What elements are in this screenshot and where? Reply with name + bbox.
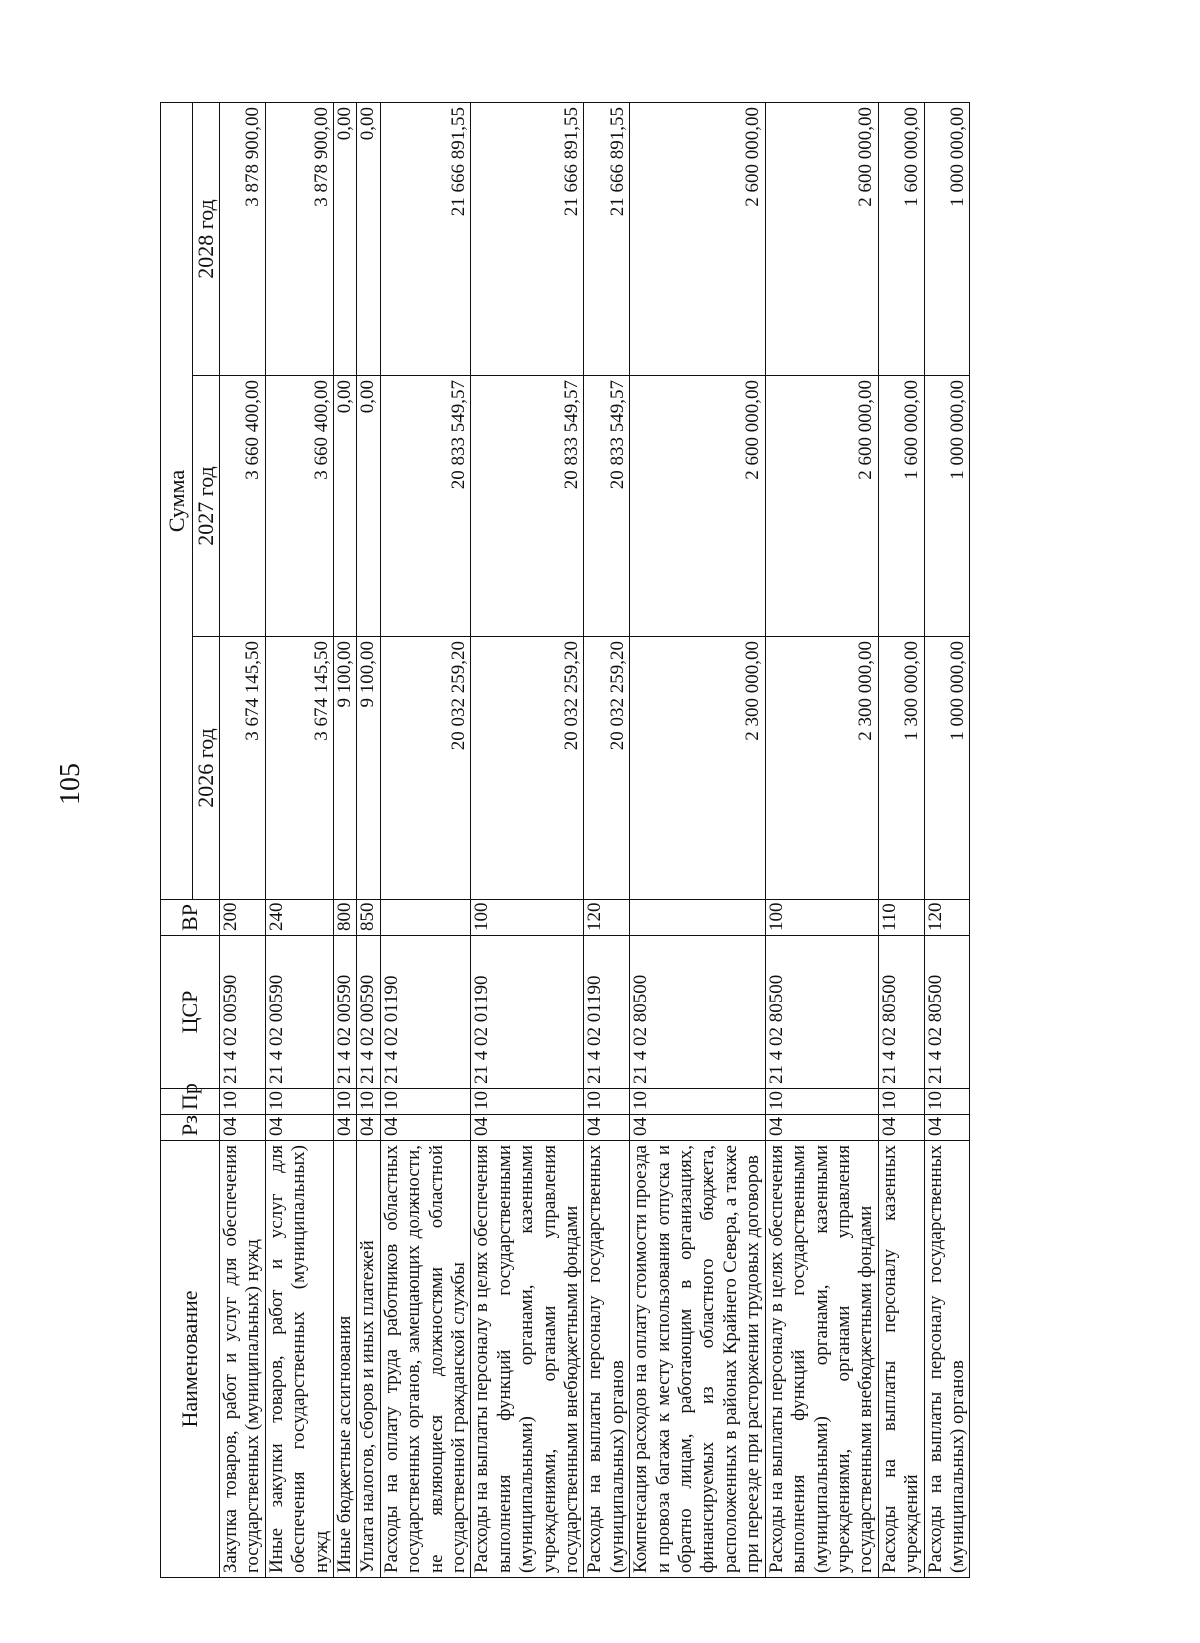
table-row: [357, 103, 380, 1578]
cell-vr: 240: [265, 900, 333, 936]
cell-vr: 100: [765, 900, 878, 936]
cell-name: Расходы на выплаты персоналу государственных (муниципальных) органов: [584, 1141, 630, 1578]
header-year-2027: 2027 год: [193, 376, 220, 637]
page-number: 105: [55, 763, 86, 805]
cell-name: Компенсация расходов на оплату стоимости проезда и провоза багажа к месту использования отпуска и обратно лицам, работающим в организациях, финансируемых из областного бюджета, расположенных в районах Крайнего Севера, а также при переезде при расторжении трудовых договоров: [630, 1141, 765, 1578]
cell-name: Иные бюджетные ассигнования: [333, 1141, 356, 1578]
cell-pr: 10: [265, 1089, 333, 1115]
cell-pr: 10: [630, 1089, 765, 1115]
cell-name: Расходы на выплаты персоналу государственных (муниципальных) органов: [924, 1141, 970, 1578]
cell-vr: 100: [471, 900, 584, 936]
cell-vr: 120: [924, 900, 970, 936]
cell-2026: 9 100,00: [333, 637, 356, 900]
cell-rz: 04: [878, 1115, 924, 1141]
cell-name: Иные закупки товаров, работ и услуг для обеспечения государственных (муниципальных) нужд: [265, 1141, 333, 1578]
cell-pr: 10: [357, 1089, 380, 1115]
cell-pr: 10: [471, 1089, 584, 1115]
cell-rz: 04: [765, 1115, 878, 1141]
cell-2026: 1 300 000,00: [878, 637, 924, 900]
cell-name: Расходы на оплату труда работников областных государственных органов, замещающих должности, не являющиеся должностями областной государственной гражданской службы: [380, 1141, 471, 1578]
cell-2027: 0,00: [333, 376, 356, 637]
cell-2026: 20 032 259,20: [471, 637, 584, 900]
cell-2027: 20 833 549,57: [380, 376, 471, 637]
cell-csr: 21 4 02 01190: [380, 936, 471, 1089]
cell-pr: 10: [584, 1089, 630, 1115]
cell-2028: 21 666 891,55: [471, 103, 584, 376]
cell-2027: 20 833 549,57: [471, 376, 584, 637]
cell-name: Расходы на выплаты персоналу в целях обеспечения выполнения функций государственными (муниципальными) органами, казенными учреждениями, органами управления государственными внебюджетными фондами: [471, 1141, 584, 1578]
cell-csr: 21 4 02 01190: [584, 936, 630, 1089]
cell-2027: 1 600 000,00: [878, 376, 924, 637]
rotated-page-content: [160, 103, 1080, 1578]
cell-2026: 3 674 145,50: [265, 637, 333, 900]
table-row: [584, 103, 630, 1578]
table-row: [471, 103, 584, 1578]
cell-csr: 21 4 02 80500: [878, 936, 924, 1089]
cell-rz: 04: [333, 1115, 356, 1141]
cell-csr: 21 4 02 00590: [333, 936, 356, 1089]
cell-2028: 0,00: [333, 103, 356, 376]
cell-rz: 04: [584, 1115, 630, 1141]
cell-2026: 2 300 000,00: [765, 637, 878, 900]
cell-pr: 10: [878, 1089, 924, 1115]
cell-csr: 21 4 02 00590: [265, 936, 333, 1089]
cell-vr: [630, 900, 765, 936]
cell-2027: 0,00: [357, 376, 380, 637]
cell-vr: [380, 900, 471, 936]
cell-2026: 20 032 259,20: [584, 637, 630, 900]
cell-pr: 10: [765, 1089, 878, 1115]
cell-2026: 2 300 000,00: [630, 637, 765, 900]
cell-rz: 04: [471, 1115, 584, 1141]
table-row: [765, 103, 878, 1578]
cell-2027: 3 660 400,00: [219, 376, 265, 637]
cell-name: Уплата налогов, сборов и иных платежей: [357, 1141, 380, 1578]
header-year-2028: 2028 год: [193, 103, 220, 376]
cell-pr: 10: [333, 1089, 356, 1115]
cell-rz: 04: [219, 1115, 265, 1141]
cell-vr: 110: [878, 900, 924, 936]
cell-vr: 200: [219, 900, 265, 936]
table-row: [630, 103, 765, 1578]
table-row: [265, 103, 333, 1578]
cell-pr: 10: [219, 1089, 265, 1115]
header-name: Наименование: [161, 1141, 220, 1578]
cell-2028: 21 666 891,55: [584, 103, 630, 376]
cell-2027: 1 000 000,00: [924, 376, 970, 637]
table-row: [878, 103, 924, 1578]
cell-pr: 10: [380, 1089, 471, 1115]
cell-vr: 800: [333, 900, 356, 936]
table-row: [333, 103, 356, 1578]
cell-pr: 10: [924, 1089, 970, 1115]
cell-rz: 04: [924, 1115, 970, 1141]
table-row: [380, 103, 471, 1578]
cell-2027: 2 600 000,00: [630, 376, 765, 637]
cell-2026: 9 100,00: [357, 637, 380, 900]
header-sum: Сумма: [161, 103, 193, 900]
cell-2028: 3 878 900,00: [219, 103, 265, 376]
table-row: [219, 103, 265, 1578]
table-row: [924, 103, 970, 1578]
cell-rz: 04: [265, 1115, 333, 1141]
cell-csr: 21 4 02 80500: [630, 936, 765, 1089]
budget-table: [160, 102, 970, 1578]
header-vr: ВР: [161, 900, 220, 936]
cell-2027: 2 600 000,00: [765, 376, 878, 637]
cell-2026: 20 032 259,20: [380, 637, 471, 900]
header-rz: Рз: [161, 1115, 220, 1141]
cell-csr: 21 4 02 00590: [357, 936, 380, 1089]
cell-2028: 3 878 900,00: [265, 103, 333, 376]
cell-csr: 21 4 02 01190: [471, 936, 584, 1089]
cell-2027: 20 833 549,57: [584, 376, 630, 637]
cell-rz: 04: [357, 1115, 380, 1141]
header-pr: Пр: [161, 1089, 220, 1115]
cell-2028: 2 600 000,00: [765, 103, 878, 376]
header-csr: ЦСР: [161, 936, 220, 1089]
table-body: [219, 103, 969, 1578]
header-year-2026: 2026 год: [193, 637, 220, 900]
cell-2028: 1 000 000,00: [924, 103, 970, 376]
cell-name: Расходы на выплаты персоналу в целях обеспечения выполнения функций государственными (муниципальными) органами, казенными учреждениями, органами управления государственными внебюджетными фондами: [765, 1141, 878, 1578]
cell-vr: 850: [357, 900, 380, 936]
cell-name: Закупка товаров, работ и услуг для обеспечения государственных (муниципальных) нужд: [219, 1141, 265, 1578]
cell-rz: 04: [630, 1115, 765, 1141]
cell-rz: 04: [380, 1115, 471, 1141]
cell-2027: 3 660 400,00: [265, 376, 333, 637]
cell-2026: 1 000 000,00: [924, 637, 970, 900]
cell-csr: 21 4 02 00590: [219, 936, 265, 1089]
cell-name: Расходы на выплаты персоналу казенных учреждений: [878, 1141, 924, 1578]
cell-csr: 21 4 02 80500: [924, 936, 970, 1089]
cell-2028: 0,00: [357, 103, 380, 376]
cell-csr: 21 4 02 80500: [765, 936, 878, 1089]
cell-vr: 120: [584, 900, 630, 936]
cell-2028: 21 666 891,55: [380, 103, 471, 376]
cell-2028: 2 600 000,00: [630, 103, 765, 376]
cell-2028: 1 600 000,00: [878, 103, 924, 376]
cell-2026: 3 674 145,50: [219, 637, 265, 900]
